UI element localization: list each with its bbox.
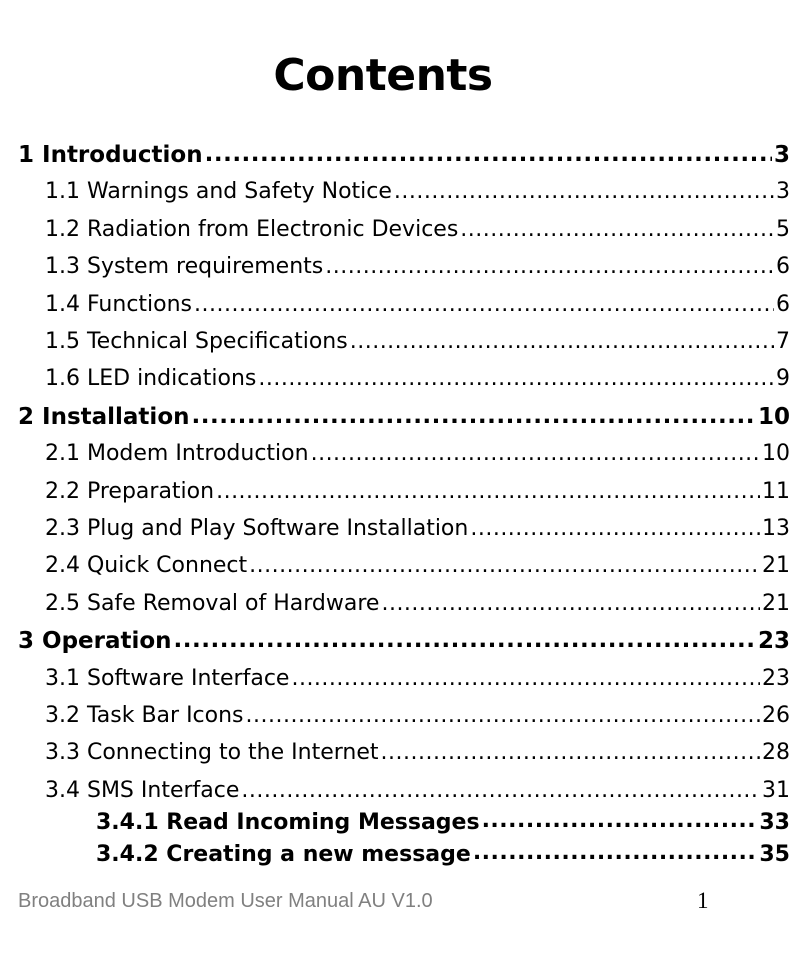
toc-entry-title: 3 Operation: [18, 628, 172, 655]
toc-dot-leader: [350, 324, 774, 360]
toc-entry-title: 2.3 Plug and Play Software Installation: [45, 516, 469, 541]
toc-entry-page: 6: [776, 291, 790, 317]
page-number: 1: [697, 888, 709, 913]
toc-entry-level-2[interactable]: [0, 548, 790, 584]
toc-entry-title: 1.1 Warnings and Safety Notice: [45, 179, 392, 205]
toc-entry-page: 26: [762, 703, 790, 728]
toc-entry-title: 3.4.2 Creating a new message: [96, 842, 471, 868]
toc-entry-title: 1 Introduction: [18, 142, 203, 168]
toc-entry-title: 3.1 Software Interface: [45, 665, 290, 691]
toc-dot-leader: [482, 807, 758, 839]
toc-dot-leader: [291, 661, 760, 697]
toc-entry-page: 11: [762, 478, 790, 504]
toc-entry-level-1[interactable]: [0, 623, 790, 659]
toc-entry-level-2[interactable]: [0, 324, 790, 360]
page-title: Contents: [273, 50, 493, 101]
toc-dot-leader: [311, 436, 760, 472]
toc-entry-level-2[interactable]: [0, 436, 790, 472]
toc-entry-page: 3: [773, 142, 790, 168]
toc-dot-leader: [394, 174, 774, 210]
toc-entry-page: 3: [776, 179, 790, 205]
toc-entry-level-2[interactable]: [0, 287, 790, 323]
toc-entry-title: 3.4.1 Read Incoming Messages: [96, 809, 480, 835]
toc-entry-level-2[interactable]: [0, 773, 790, 809]
toc-entry-level-1[interactable]: [0, 399, 790, 435]
toc-entry-title: 2 Installation: [18, 403, 190, 430]
toc-entry-page: 5: [776, 216, 790, 242]
toc-entry-level-1[interactable]: [0, 137, 790, 173]
toc-dot-leader: [325, 249, 774, 285]
toc-entry-title: 3.4 SMS Interface: [45, 777, 240, 803]
toc-entry-title: 2.4 Quick Connect: [45, 553, 248, 579]
toc-entry-title: 2.5 Safe Removal of Hardware: [45, 590, 380, 616]
toc-entry-title: 1.3 System requirements: [45, 254, 324, 280]
toc-entry-title: 3.3 Connecting to the Internet: [45, 740, 379, 766]
toc-entry-level-2[interactable]: [0, 661, 790, 697]
toc-dot-leader: [192, 399, 756, 435]
toc-dot-leader: [460, 212, 774, 248]
toc-entry-page: 21: [762, 590, 790, 616]
toc-dot-leader: [216, 474, 760, 510]
toc-entry-title: 1.2 Radiation from Electronic Devices: [45, 216, 459, 242]
toc-entry-level-2[interactable]: [0, 698, 790, 734]
toc-entry-title: 2.1 Modem Introduction: [45, 441, 309, 467]
toc-entry-page: 13: [762, 516, 790, 541]
toc-entry-page: 10: [762, 441, 790, 467]
toc-entry-page: 7: [776, 329, 790, 354]
toc-entry-page: 35: [759, 842, 790, 868]
toc-entry-page: 21: [762, 553, 790, 579]
toc-entry-page: 23: [762, 665, 790, 691]
toc-dot-leader: [249, 548, 760, 584]
toc-dot-leader: [194, 287, 774, 323]
footer-text: Broadband USB Modem User Manual AU V1.0: [18, 890, 433, 912]
toc-entry-page: 9: [776, 366, 790, 392]
toc-entry-level-2[interactable]: [0, 586, 790, 622]
toc-entry-page: 23: [757, 628, 790, 655]
toc-entry-level-2[interactable]: [0, 735, 790, 771]
toc-entry-level-2[interactable]: [0, 511, 790, 547]
toc-entry-title: 1.4 Functions: [45, 291, 193, 317]
toc-entry-title: 1.6 LED indications: [45, 366, 257, 392]
toc-dot-leader: [205, 137, 772, 173]
toc-entry-page: 10: [757, 403, 790, 430]
toc-entry-level-2[interactable]: [0, 212, 790, 248]
toc-entry-page: 6: [776, 254, 790, 280]
toc-dot-leader: [241, 773, 760, 809]
toc-entry-title: 1.5 Technical Specifications: [45, 329, 348, 354]
toc-entry-level-3[interactable]: [0, 839, 790, 871]
toc-entry-page: 31: [762, 777, 790, 803]
toc-entry-level-2[interactable]: [0, 361, 790, 397]
toc-entry-level-3[interactable]: [0, 807, 790, 839]
toc-entry-page: 28: [762, 740, 790, 766]
toc-dot-leader: [473, 839, 758, 871]
toc-entry-page: 33: [759, 809, 790, 835]
toc-dot-leader: [246, 698, 760, 734]
toc-entry-title: 3.2 Task Bar Icons: [45, 703, 244, 728]
toc-entry-level-2[interactable]: [0, 174, 790, 210]
toc-dot-leader: [258, 361, 774, 397]
toc-dot-leader: [174, 623, 756, 659]
toc-dot-leader: [470, 511, 760, 547]
toc-entry-level-2[interactable]: [0, 474, 790, 510]
toc-entry-title: 2.2 Preparation: [45, 478, 215, 504]
toc-dot-leader: [381, 735, 761, 771]
toc-entry-level-2[interactable]: [0, 249, 790, 285]
toc-dot-leader: [381, 586, 760, 622]
